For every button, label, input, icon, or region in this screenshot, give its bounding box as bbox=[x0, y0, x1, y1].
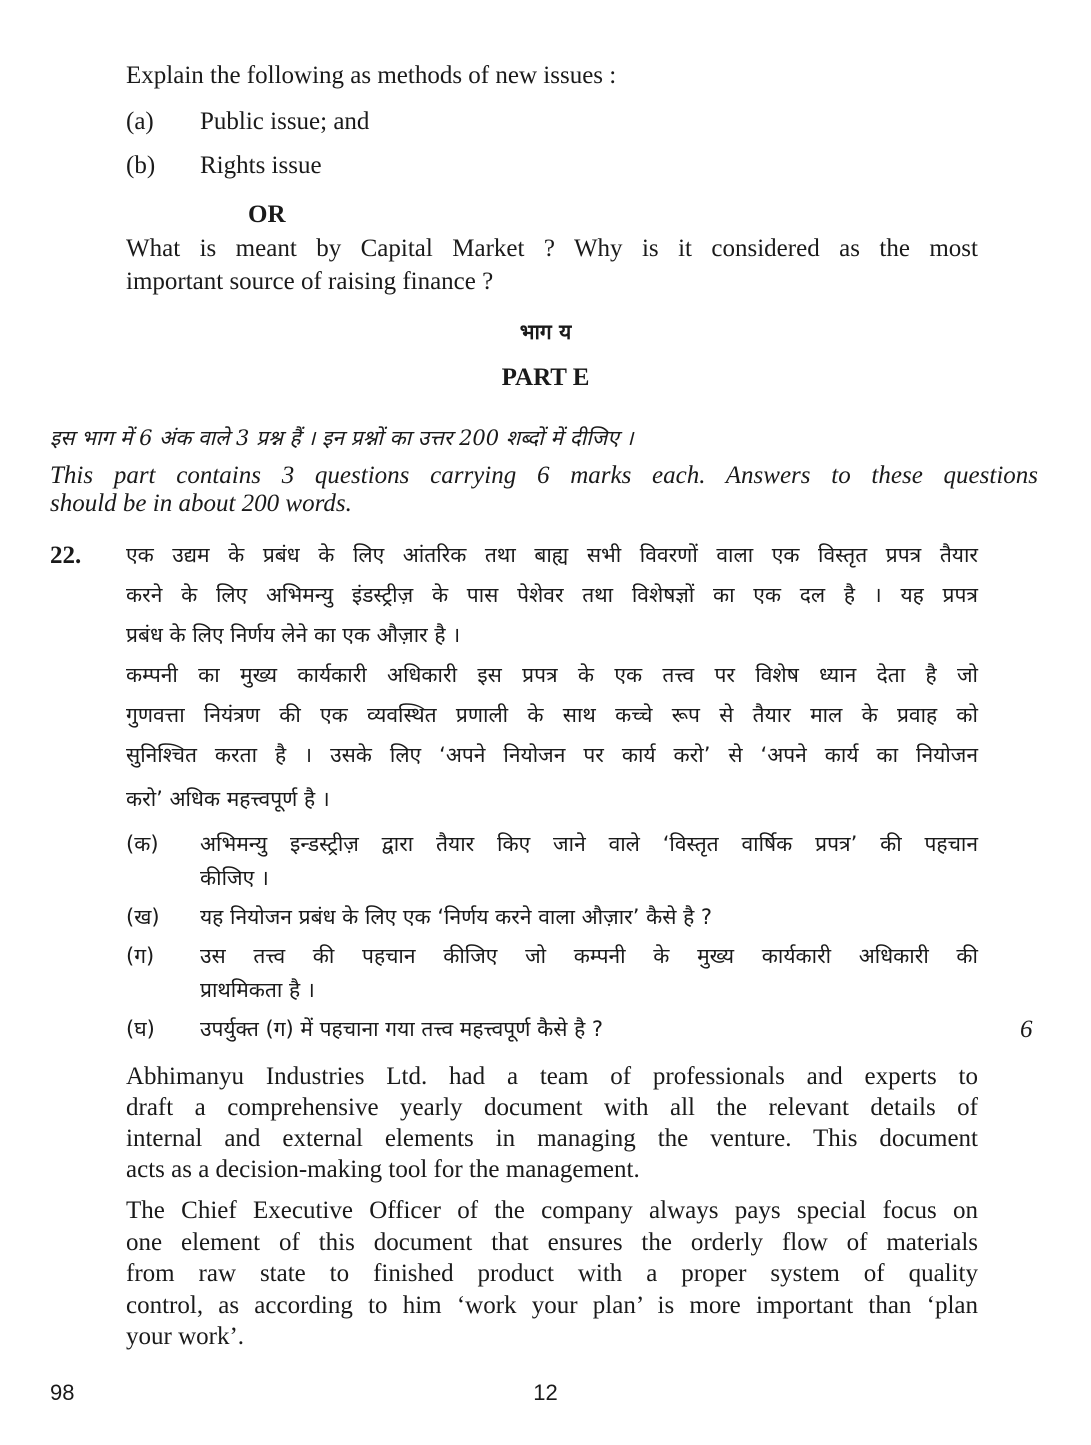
part-hindi-title: भाग य bbox=[519, 320, 572, 344]
sub-gha-line: उपर्युक्त (ग) में पहचाना गया तत्त्व महत्त्वपूर्ण कैसे है ? bbox=[200, 1017, 604, 1041]
hindi-para1-line: प्रबंध के लिए निर्णय लेने का एक औज़ार है । bbox=[126, 623, 461, 647]
sub-kha-label: (ख) bbox=[126, 905, 160, 929]
hindi-para2-line: गुणवत्ता नियंत्रण की एक व्यवस्थित प्रणाली के साथ कच्चे रूप से तैयार माल के प्रवाह को bbox=[126, 703, 978, 727]
hindi-para2-line: करो’ अधिक महत्त्वपूर्ण है । bbox=[126, 787, 330, 811]
question-number: 22. bbox=[50, 542, 82, 569]
hindi-para2-line: सुनिश्चित करता है । उसके लिए ‘अपने नियोजन पर कार्य करो’ से ‘अपने कार्य का नियोजन bbox=[126, 743, 978, 767]
english-para2-line: one element of this document that ensures the orderly flow of materials bbox=[126, 1229, 978, 1256]
english-para1-line: internal and external elements in managing the venture. This document bbox=[126, 1125, 978, 1152]
part-english-title: PART E bbox=[501, 364, 590, 391]
sub-kha-line: यह नियोजन प्रबंध के लिए एक ‘निर्णय करने वाला औज़ार’ कैसे है ? bbox=[200, 905, 713, 929]
hindi-para1-line: करने के लिए अभिमन्यु इंडस्ट्रीज़ के पास पेशेवर तथा विशेषज्ञों का एक दल है । यह प्रपत्र bbox=[126, 583, 978, 607]
part-english-instruction: This part contains 3 questions carrying 6 marks each. Answers to these questions bbox=[50, 462, 1038, 489]
page-number: 12 bbox=[533, 1380, 558, 1405]
sub-ka-label: (क) bbox=[126, 832, 159, 856]
sub-ga-label: (ग) bbox=[126, 944, 155, 968]
part-hindi-instruction: इस भाग में 6 अंक वाले 3 प्रश्न हैं । इन प्रश्नों का उत्तर 200 शब्दों में दीजिए । bbox=[50, 426, 634, 450]
alt-question-line: important source of raising finance ? bbox=[126, 268, 494, 295]
english-para1-line: Abhimanyu Industries Ltd. had a team of professionals and experts to bbox=[126, 1063, 978, 1090]
item-a-text: Public issue; and bbox=[200, 108, 370, 135]
english-para1-line: acts as a decision-making tool for the management. bbox=[126, 1156, 640, 1183]
paper-code: 98 bbox=[50, 1380, 75, 1405]
hindi-para1-line: एक उद्यम के प्रबंध के लिए आंतरिक तथा बाह्य सभी विवरणों वाला एक विस्तृत प्रपत्र तैयार bbox=[126, 543, 978, 567]
or-label: OR bbox=[248, 201, 286, 228]
sub-ga-line: प्राथमिकता है । bbox=[200, 978, 315, 1002]
sub-ga-line: उस तत्त्व की पहचान कीजिए जो कम्पनी के मुख्य कार्यकारी अधिकारी की bbox=[200, 944, 978, 968]
sub-ka-line: अभिमन्यु इन्डस्ट्रीज़ द्वारा तैयार किए जाने वाले ‘विस्तृत वार्षिक प्रपत्र’ की पहचान bbox=[200, 832, 978, 856]
sub-ka-line: कीजिए । bbox=[200, 866, 269, 890]
item-a-label: (a) bbox=[126, 108, 154, 135]
english-para2-line: control, as according to him ‘work your plan’ is more important than ‘plan bbox=[126, 1292, 978, 1319]
english-para1-line: draft a comprehensive yearly document with all the relevant details of bbox=[126, 1094, 978, 1121]
part-english-instruction: should be in about 200 words. bbox=[50, 490, 352, 517]
item-b-text: Rights issue bbox=[200, 152, 322, 179]
marks: 6 bbox=[1020, 1016, 1033, 1043]
english-para2-line: from raw state to finished product with a proper system of quality bbox=[126, 1260, 978, 1287]
alt-question-line: What is meant by Capital Market ? Why is it considered as the most bbox=[126, 235, 978, 262]
intro-text: Explain the following as methods of new issues : bbox=[126, 62, 617, 89]
english-para2-line: your work’. bbox=[126, 1323, 245, 1350]
english-para2-line: The Chief Executive Officer of the company always pays special focus on bbox=[126, 1197, 978, 1224]
item-b-label: (b) bbox=[126, 152, 156, 179]
sub-gha-label: (घ) bbox=[126, 1017, 155, 1041]
hindi-para2-line: कम्पनी का मुख्य कार्यकारी अधिकारी इस प्रपत्र के एक तत्त्व पर विशेष ध्यान देता है जो bbox=[126, 663, 978, 687]
